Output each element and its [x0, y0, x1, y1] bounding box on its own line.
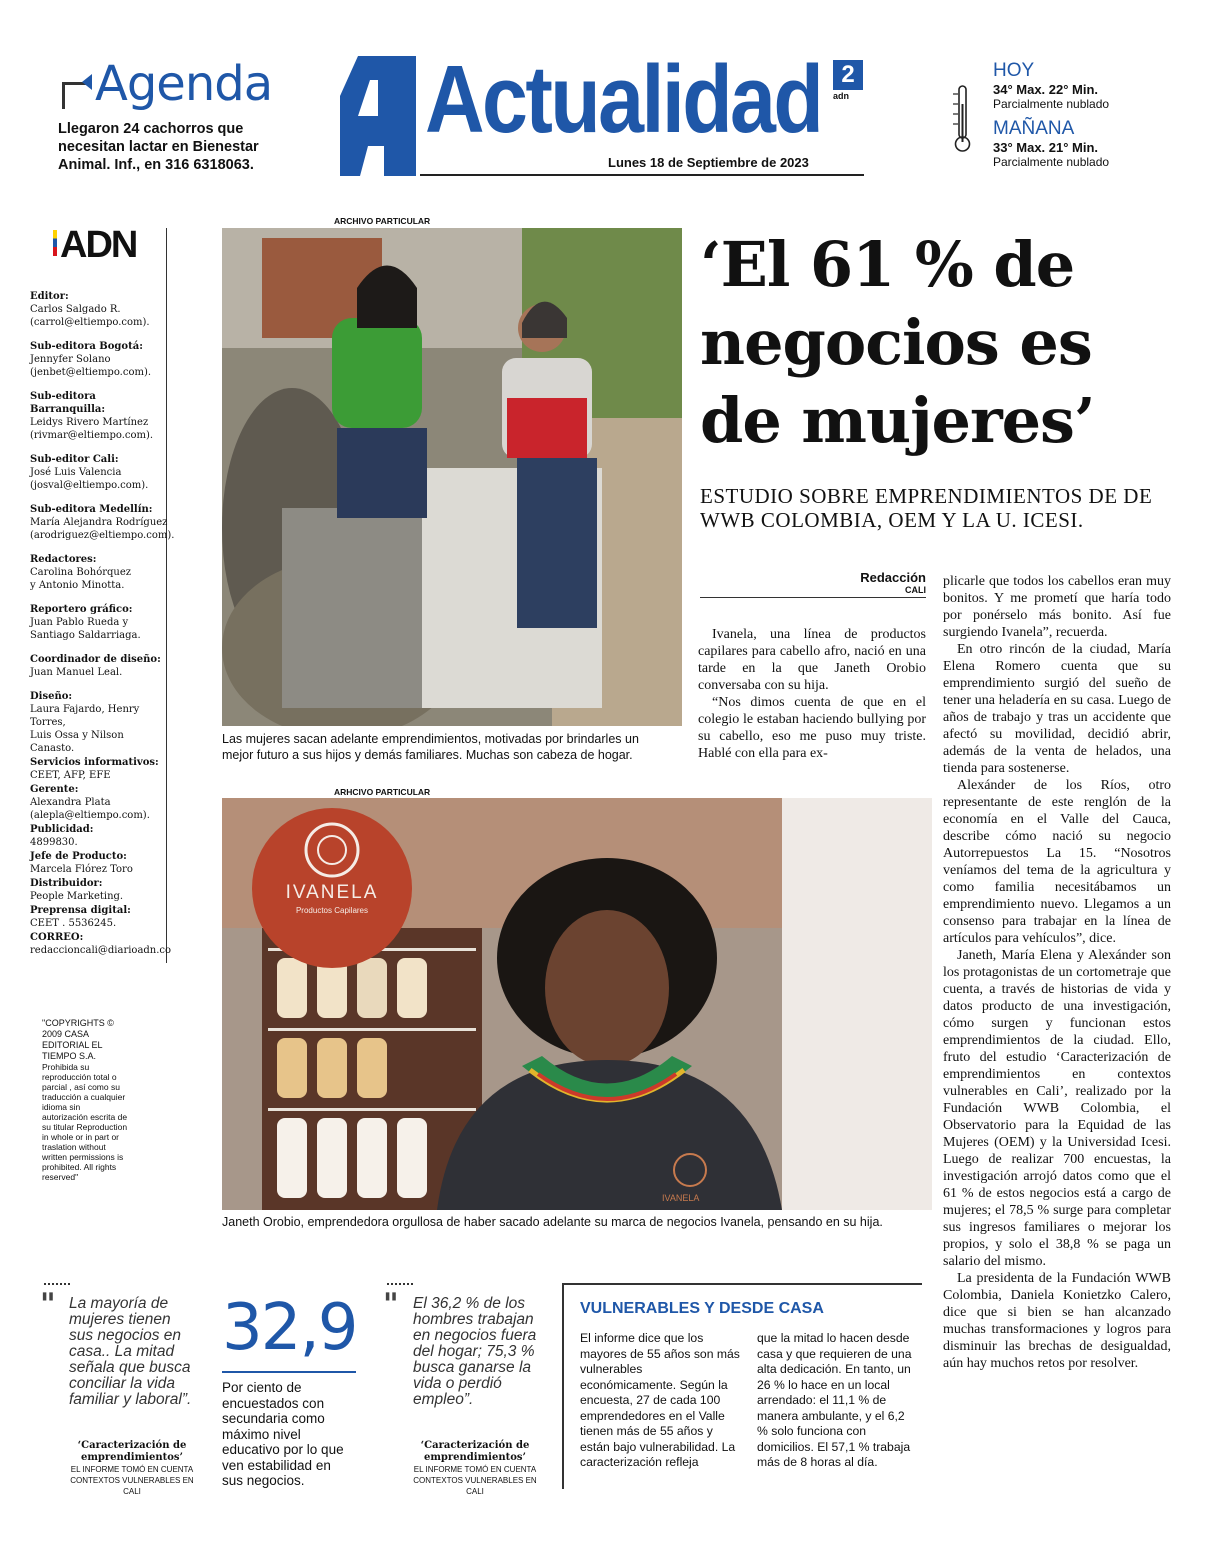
page-brand: adn — [833, 91, 850, 101]
credit-diseno: Diseño: Laura Fajardo, Henry Torres, Luis Ossa y Nilson Canasto. — [30, 691, 140, 754]
article-paragraph: Alexánder de los Ríos, otro representante de este renglón de la economía en el Valle del Cauca, describe cómo nació su negocio Autorrepuestos La 15. “Nosotros veníamos del tema de la agricultura y como familia necesitábamos un emprendimiento nuevo. Llegamos a un consenso para trabajar en la línea de artículos para vehículos”, dice. — [943, 778, 1171, 946]
masthead-a-logo — [340, 56, 422, 176]
article-column-1 — [698, 626, 926, 762]
article-subhead: ESTUDIO SOBRE EMPRENDIMIENTOS DE DE WWB COLOMBIA, OEM Y LA U. ICESI. — [700, 484, 1153, 532]
credit-subeditor-bogota: Sub-editora Bogotá: Jennyfer Solano (jenbet@eltiempo.com). — [30, 341, 152, 378]
copyright-body: Prohibida su reproducción total o parcial , así como su traducción a cualquier idioma sin autorización escrita de su titular Reproduction in whole or in part or traslation without written permissions is prohibited. All rights reserved" — [42, 1062, 128, 1182]
byline-author: Redacción — [860, 570, 926, 585]
photo1-credit: ARCHIVO PARTICULAR — [334, 216, 431, 226]
page-number: 2 — [833, 60, 863, 90]
photo-janeth-orobio — [222, 798, 932, 1210]
credit-jefe-producto: Jefe de Producto: Marcela Flórez Toro — [30, 851, 133, 875]
quote-2: El 36,2 % de los hombres trabajan en negocios fuera del hogar; 75,3 % busca ganarse la vida o perdió empleo”. — [413, 1295, 537, 1408]
weather-today-desc: Parcialmente nublado — [993, 97, 1110, 111]
photo2-credit: ARHCIVO PARTICULAR — [334, 787, 431, 797]
shirt-logo-text: IVANELA — [662, 1193, 700, 1203]
weather-today — [993, 60, 1109, 111]
weather-tomorrow-temp: 33° Max. 21° Min. — [993, 140, 1099, 155]
credit-subeditor-barranquilla: Sub-editora Barranquilla: Leidys Rivero Martínez (rivmar@eltiempo.com). — [30, 391, 154, 441]
adn-color-bar — [53, 230, 57, 256]
quote-mark-icon: " — [40, 1287, 56, 1322]
credit-publicidad: Publicidad: 4899830. — [30, 824, 94, 848]
quote1-rule — [44, 1283, 70, 1285]
credit-subeditor-cali: Sub-editor Cali: José Luis Valencia (josval@eltiempo.com). — [30, 454, 149, 491]
article-paragraph: “Nos dimos cuenta de que en el colegio le estaban haciendo bullying por su cabello, eso me puso muy triste. Hablé con ella para ex- — [698, 695, 926, 761]
thermometer-icon — [952, 84, 972, 154]
masthead-rule — [420, 174, 864, 176]
article-paragraph: En otro rincón de la ciudad, María Elena Romero cuenta que su emprendimiento surgió del sueño de tener una heladería en su casa. Luego de años de trabajo y tras un accidente que afectó su movilidad, decidió abrir, además de la venta de helados, una tienda para sostenerse. — [943, 642, 1171, 776]
quote-2-source: ‘Caracterización de emprendimientos’ EL INFORME TOMÓ EN CUENTA CONTEXTOS VULNERABLES EN CALI — [413, 1440, 537, 1496]
credit-servicios: Servicios informativos: CEET, AFP, EFE — [30, 757, 159, 781]
byline — [700, 570, 926, 598]
article-paragraph: La presidenta de la Fundación WWB Colombia, Daniela Konietzko Calero, dice que si bien se han alcanzado muchas transformaciones y logros para disminuir las brechas de desigualdad, aún hay muchos retos por resolver. — [943, 1271, 1171, 1371]
weather-tomorrow-label: MAÑANA — [993, 118, 1075, 139]
quote-1: La mayoría de mujeres tienen sus negocios en casa.. La mitad señala que busca conciliar la vida familiar y laboral”. — [69, 1295, 192, 1408]
weather-today-label: HOY — [993, 60, 1035, 81]
photo2-illustration — [222, 798, 932, 1210]
article-paragraph: Janeth, María Elena y Alexánder son los protagonistas de un cortometraje que cuenta, a través de historias de vida y datos producto de una investigación, cómo surgen y funcionan estos emprendimientos de la ciudad. Ello, fruto del estudio ‘Caracterización de emprendimientos en contextos vulnerables en Cali’, realizado por la Fundación WWB Colombia, el Observatorio para la Equidad de las Mujeres (OEM) y la Universidad Icesi. Luego de realizar 700 encuestas, la investigación arrojó datos como que el 61 % de estos negocios está a cargo de mujeres; el 78,5 % surge para completar sus ingresos familiares o mejorar los propios, y solo el 38,8 % se paga un salario del mismo. — [943, 948, 1171, 1269]
stat-rule — [222, 1371, 356, 1373]
credit-redactores: Redactores: Carolina Bohórquez y Antonio Minotta. — [30, 554, 132, 591]
staff-credits — [30, 290, 175, 958]
box-title: VULNERABLES Y DESDE CASA — [580, 1300, 824, 1317]
credit-preprensa: Preprensa digital: CEET . 5536245. — [30, 905, 131, 929]
agenda-text: Llegaron 24 cachorros que necesitan lactar en Bienestar Animal. Inf., en 316 6318063. — [58, 121, 259, 173]
weather-today-temp: 34° Max. 22° Min. — [993, 82, 1099, 97]
credit-coordinador: Coordinador de diseño: Juan Manuel Leal. — [30, 654, 161, 678]
credit-subeditor-medellin: Sub-editora Medellín: María Alejandra Rodríguez (arodriguez@eltiempo.com). — [30, 504, 175, 541]
masthead-title: Actualidad — [425, 46, 822, 153]
copyright-head: "COPYRIGHTS © 2009 CASA EDITORIAL EL TIEMPO S.A. — [42, 1018, 114, 1061]
stat-value: 32,9 — [222, 1291, 357, 1365]
box-column-2: que la mitad lo hacen desde casa y que requieren de una alta dedicación. En tanto, un 26 % lo hace en un local arrendado: el 11,1 % de manera ambulante, y el 6,2 % solo funciona con domicilios. El 57,1 % trabaja más de 8 horas al día. — [757, 1331, 912, 1469]
ivanela-sign-sub: Productos Capilares — [295, 906, 369, 915]
quote-1-source: ‘Caracterización de emprendimientos’ EL INFORME TOMÓ EN CUENTA CONTEXTOS VULNERABLES EN CALI — [70, 1440, 194, 1496]
adn-logo: ADN — [60, 224, 137, 266]
credit-correo: CORREO: redaccioncali@diarioadn.co — [30, 932, 172, 956]
photo1-caption: Las mujeres sacan adelante emprendimientos, motivadas por brindarles un mejor futuro a sus hijos y demás familiares. Muchas son cabeza de hogar. — [222, 732, 639, 762]
stat-description: Por ciento de encuestados con secundaria como máximo nivel educativo por lo que ven estabilidad en sus negocios. — [222, 1380, 344, 1488]
photo1-illustration — [222, 228, 682, 726]
quote-mark-icon: " — [383, 1287, 399, 1322]
article-headline: ‘El 61 % de negocios es de mujeres’ — [700, 228, 1095, 457]
article-paragraph: Ivanela, una línea de productos capilares para cabello afro, nació en una tarde en la que Janeth Orobio conversaba con su hija. — [698, 627, 926, 693]
byline-city: CALI — [905, 585, 926, 595]
weather-tomorrow-desc: Parcialmente nublado — [993, 155, 1110, 169]
ivanela-sign-text: IVANELA — [285, 882, 379, 903]
agenda-bracket — [62, 82, 89, 109]
article-paragraph: plicarle que todos los cabellos eran muy bonitos. Y me prometí que haría todo por ponérselo más bonito. Así fue surgiendo Ivanela”, recuerda. — [943, 574, 1171, 640]
copyright-notice — [42, 1018, 128, 1182]
credit-gerente: Gerente: Alexandra Plata (alepla@eltiempo.com). — [30, 784, 150, 821]
photo2-caption: Janeth Orobio, emprendedora orgullosa de haber sacado adelante su marca de negocios Ivanela, pensando en su hija. — [222, 1215, 883, 1229]
box-column-1: El informe dice que los mayores de 55 años son más vulnerables económicamente. Según la encuesta, 27 de cada 100 emprendedores en el Valle tienen más de 55 años y están bajo vulnerabilidad. La caracterización refleja — [580, 1331, 740, 1469]
photo-women-recycling — [222, 228, 682, 726]
article-column-2 — [943, 573, 1171, 1372]
weather-tomorrow — [993, 118, 1109, 169]
box-left-rule — [562, 1283, 564, 1489]
edition-date: Lunes 18 de Septiembre de 2023 — [608, 155, 809, 170]
credit-editor: Editor: Carlos Salgado R. (carrol@eltiempo.com). — [30, 291, 150, 328]
agenda-title: Agenda — [95, 56, 273, 112]
quote2-rule — [387, 1283, 413, 1285]
credit-distribuidor: Distribuidor: People Marketing. — [30, 878, 124, 902]
box-top-rule — [562, 1283, 922, 1293]
credit-reportero: Reportero gráfico: Juan Pablo Rueda y Santiago Saldarriaga. — [30, 604, 141, 641]
